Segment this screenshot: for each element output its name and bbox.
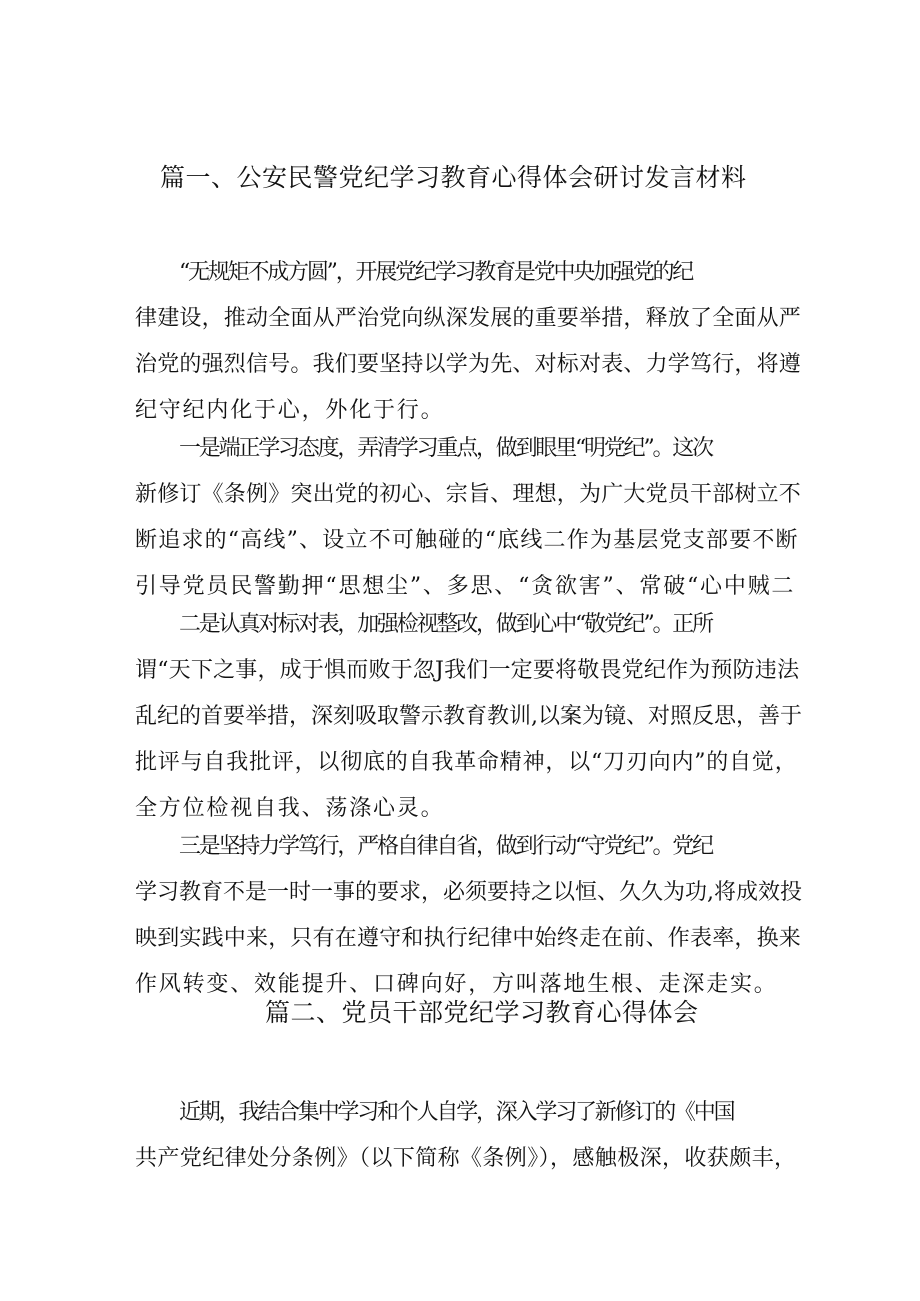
section-1-paragraph-4 [135, 824, 800, 1008]
text-line: 作风转变、效能提升、口碑向好，方叫落地生根、走深走实。 [135, 972, 778, 997]
section-2-paragraph-1 [135, 1090, 800, 1182]
text-line: 二是认真对标对表，加强检视整改，做到心中“敬党纪”。正所 [179, 612, 712, 637]
section-1-title: 篇一、公安民警党纪学习教育心得体会研讨发言材料 [160, 163, 747, 192]
section-2-title: 篇二、党员干部党纪学习教育心得体会 [265, 998, 699, 1027]
text-line: 断追求的“高线”、设立不可触碰的“底线二作为基层党支部要不断 [135, 528, 799, 553]
section-1-paragraph-3 [135, 602, 800, 832]
section-1-paragraph-1 [135, 250, 800, 434]
text-line: 全方位检视自我、荡涤心灵。 [135, 796, 445, 821]
text-line: 学习教育不是一时一事的要求，必须要持之以恒、久久为功,将成效投 [135, 880, 802, 905]
text-line: 一是端正学习态度，弄清学习重点，做到眼里“明党纪”。这次 [179, 436, 712, 461]
text-line: 批评与自我批评，以彻底的自我革命精神，以“刀刃向内”的自觉， [135, 750, 798, 775]
text-line: 三是坚持力学笃行，严格自律自省，做到行动“守党纪”。党纪 [179, 834, 712, 859]
text-line: 乱纪的首要举措，深刻吸取警示教育教训,以案为镜、对照反思，善于 [135, 704, 802, 729]
text-line: 谓“天下之事，成于惧而败于忽J我们一定要将敬畏党纪作为预防违法 [135, 658, 800, 683]
text-line: 纪守纪内化于心，外化于行。 [135, 398, 445, 423]
text-line: 近期，我结合集中学习和个人自学，深入学习了新修订的《中国 [179, 1100, 734, 1125]
text-line: 律建设，推动全面从严治党向纵深发展的重要举措，释放了全面从严 [135, 306, 802, 331]
text-line: 映到实践中来，只有在遵守和执行纪律中始终走在前、作表率，换来 [135, 926, 802, 951]
text-line: 引导党员民警勤押“思想尘”、多思、“贪欲害”、常破“心中贼二 [135, 574, 796, 599]
text-line: 共产党纪律处分条例》（以下简称《条例》），感触极深，收获颇丰， [135, 1146, 797, 1171]
text-line: 新修订《条例》突出党的初心、宗旨、理想，为广大党员干部树立不 [135, 482, 802, 507]
text-line: 治党的强烈信号。我们要坚持以学为先、对标对表、力学笃行，将遵 [135, 352, 802, 377]
section-1-paragraph-2 [135, 426, 800, 610]
text-line: “无规矩不成方圆”，开展党纪学习教育是党中央加强党的纪 [179, 260, 693, 285]
